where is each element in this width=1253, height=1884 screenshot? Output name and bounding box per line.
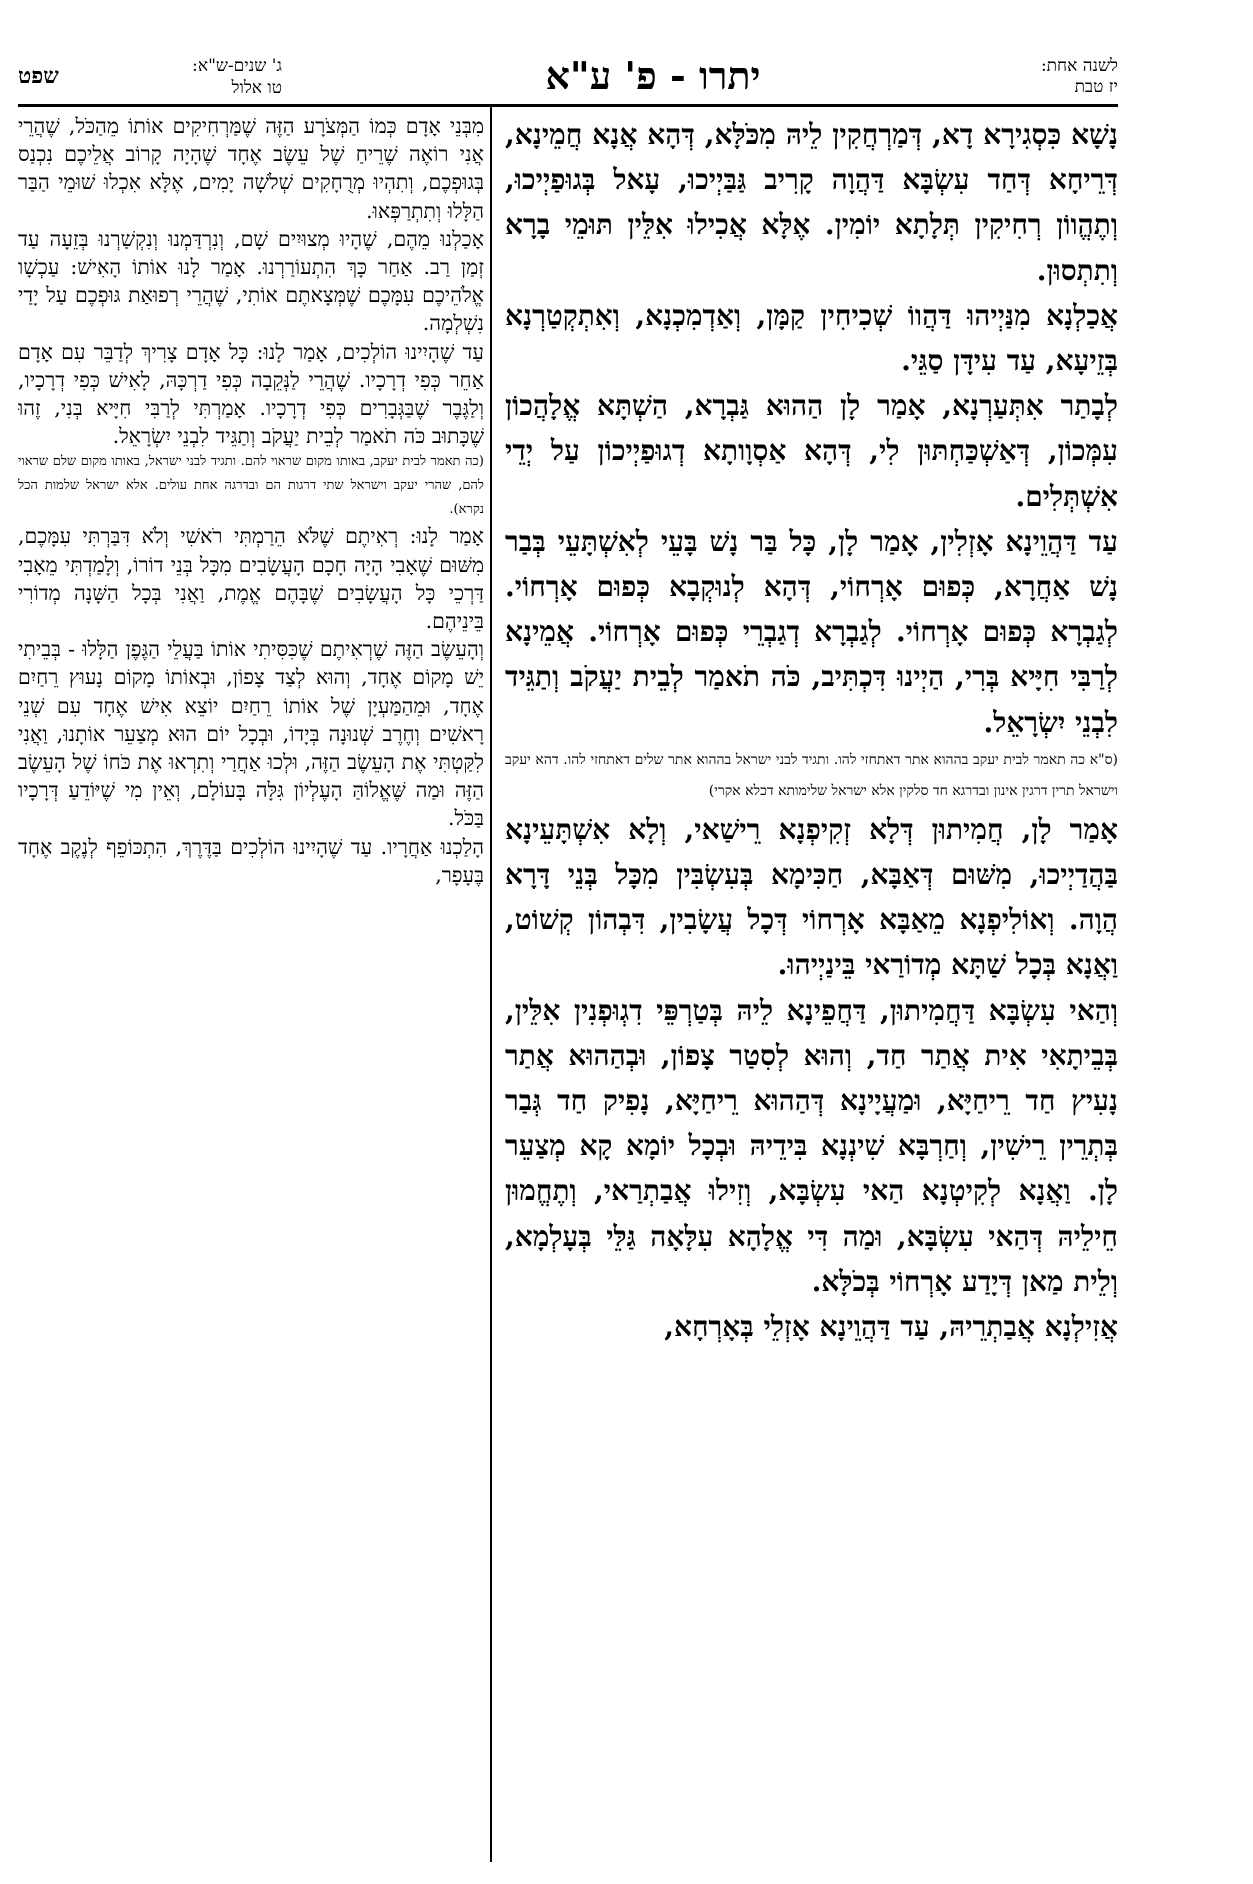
translation-column (18, 112, 484, 1862)
header-right-line2: יז טבת (1074, 77, 1118, 97)
main-paragraph-1: נָשָׁא כִּסְגִירָא דָא, דְּמַרְחֲקִין לֵיהּ מִכֹּלָּא, דְּהָא אֲנָא חֲמֵינָא, דְּרֵיחָא דְּחַד עִשְׂבָּא דַּהֲוָה קָרִיב גַּבַּיְיכוּ, עָאל בְּגוּפַיְיכוּ, וְתֶהֱווֹן רְחִיקִין תְּלָתָא יוֹמִין. אֶלָּא אֲכִילוּ אִלֵּין תּוּמֵי בָרָא וְתִתְסוּן. (505, 118, 1118, 287)
main-variant-note: (ס"א כה תאמר לבית יעקב בההוא אתר דאתחזי להו. ותגיד לבני ישראל בההוא אתר שלים דאתחזי להו. דהא יעקב וישראל תרין דרגין אינון ובדרגא חד סלקין אלא ישראל שלימותא דכלא אקרי) (505, 751, 1118, 799)
side-variant-note: (כה תאמר לבית יעקב, באותו מקום שראוי להם. ותגיד לבני ישראל, באותו מקום שלם שראוי להם, שהרי יעקב וישראל שתי דרגות הם ובדרגה אחת עולים. אלא ישראל שלמות הכל נקרא). (18, 454, 484, 518)
side-paragraph-6: הָלַכְנוּ אַחֲרָיו. עַד שֶׁהָיִינוּ הוֹלְכִים בַּדֶּרֶךְ, הִתְכּוֹפֵף לְנֶקֶב אֶחָד בֶּעָפָר, (18, 834, 484, 887)
header-left-line1: ג' שנים-ש"א: (192, 56, 282, 76)
side-paragraph-5: וְהָעֵשֶׂב הַזֶּה שֶׁרְאִיתֶם שֶׁכִּסִּיתִי אוֹתוֹ בַּעֲלֵי הַגֶּפֶן הַלָּלוּ - בְּבֵיתִי יֵשׁ מָקוֹם אֶחָד, וְהוּא לְצַד צָפוֹן, וּבְאוֹתוֹ מָקוֹם נָעוּץ רֵחַיִם אֶחָד, וּמֵהַמַּעְיָן שֶׁל אוֹתוֹ רֵחַיִם יוֹצֵא אִישׁ אֶחָד עִם שְׁנֵי רָאשִׁים וְחֶרֶב שְׁנוּנָה בְּיָדוֹ, וּבְכָל יוֹם הוּא מְצַעֵר אוֹתָנוּ, וַאֲנִי לִקַּטְתִּי אֶת הָעֵשֶׂב הַזֶּה, וּלְכוּ אַחֲרַי וְתִרְאוּ אֶת כֹּחוֹ שֶׁל הָעֵשֶׂב הַזֶּה וּמַה שֶּׁאֱלוֹהַּ הָעֶלְיוֹן גִּלָּה בָּעוֹלָם, וְאֵין מִי שֶׁיּוֹדֵעַ דְּרָכָיו בַּכֹּל. (18, 637, 484, 831)
main-text-column (505, 112, 1118, 1862)
column-divider (490, 106, 492, 1862)
side-paragraph-4: אָמַר לָנוּ: רְאִיתֶם שֶׁלֹּא הֵרַמְתִּי רֹאשִׁי וְלֹא דִּבַּרְתִּי עִמָּכֶם, מִשּׁוּם שֶׁאָבִי הָיָה חָכָם הָעֲשָׂבִים מִכָּל בְּנֵי דוֹרוֹ, וְלָמַדְתִּי מֵאָבִי דַּרְכֵי כָּל הָעֲשָׂבִים שֶׁבָּהֶם אֱמֶת, וַאֲנִי בְּכָל הַשָּׁנָה מְדוֹרִי בֵּינֵיהֶם. (18, 524, 484, 634)
header-left-line2: טו אלול (231, 78, 282, 98)
header-right-line1: לשנה אחת: (1040, 56, 1118, 76)
side-paragraph-1: מִבְּנֵי אָדָם כְּמוֹ הַמְּצֹרָע הַזֶּה שֶׁמַּרְחִיקִים אוֹתוֹ מֵהַכֹּל, שֶׁהֲרֵי אֲנִי רוֹאֶה שֶׁרֵיחַ שֶׁל עֵשֶׂב אֶחָד שֶׁהָיָה קָרוֹב אֲלֵיכֶם נִכְנַס בְּגוּפְכֶם, וְתִהְיוּ מְרֻחָקִים שְׁלֹשָׁה יָמִים, אֶלָּא אִכְלוּ שׁוּמֵי הַבַּר הַלָּלוּ וְתִתְרַפְּאוּ. (18, 114, 484, 223)
header-divider (18, 104, 1118, 107)
main-paragraph-3: לְבָתַר אִתְּעַרְנָא, אָמַר לָן הַהוּא גַּבְרָא, הַשְׁתָּא אֱלָהֲכוֹן עִמְּכוֹן, דְּאַשְׁכַּחְתּוּן לִי, דְּהָא אַסְוָותָא דְגוּפַיְיכוֹן עַל יְדֵי אִשְׁתְּלִים. (505, 389, 1118, 513)
side-paragraph-3: עַד שֶׁהָיִינוּ הוֹלְכִים, אָמַר לָנוּ: כָּל אָדָם צָרִיךְ לְדַבֵּר עִם אָדָם אַחֵר כְּפִי דְרָכָיו. שֶׁהֲרֵי לַנְּקֵבָה כְּפִי דַרְכָּהּ, לָאִישׁ כְּפִי דְרָכָיו, וְלַגֶּבֶר שֶׁבַּגְּבָרִים כְּפִי דְרָכָיו. אָמַרְתִּי לְרַבִּי חִיָּיא בְּנִי, זֶהוּ שֶׁכָּתוּב כֹּה תֹאמַר לְבֵית יַעֲקֹב וְתַגֵּיד לִבְנֵי יִשְׂרָאֵל. (18, 339, 484, 449)
main-paragraph-5: אָמַר לָן, חֲמִיתוּן דְּלָא זְקִיפְנָא רֵישַׁאי, וְלָא אִשְׁתָּעֵינָא בַּהֲדַיְיכוּ, מִשּׁוּם דְּאַבָּא, חַכִּימָא בְּעִשְׂבִּין מִכָּל בְּנֵי דָּרָא הֲוָה. וְאוֹלִיפְנָא מֵאַבָּא אָרְחוֹי דְּכָל עֲשָׂבִין, דִּבְהוֹן קְשׁוֹט, וַאֲנָא בְּכָל שַׁתָּא מְדוֹרַאי בֵּינַיְיהוּ. (505, 812, 1118, 982)
main-paragraph-2: אֲכַלְנָא מִנַּיְיהוּ דַּהֲווֹ שְׁכִיחִין קַמָּן, וְאַדְמִכְנָא, וְאִתְקְטַרְנָא בְּזֵיעָא, עַד עִידָּן סַגֵּי. (505, 298, 1118, 378)
main-paragraph-6: וְהַאי עִשְׂבָּא דַּחֲמִיתוּן, דַּחֲפֵינָא לֵיהּ בְּטַרְפֵּי דִגְוּפְנִין אִלֵּין, בְּבֵיתָאִי אִית אֲתַר חַד, וְהוּא לְסִטַר צָפוֹן, וּבְהַהוּא אֲתַר נָעִיץ חַד רֵיחַיָּא, וּמַעֲיָינָא דְּהַהוּא רֵיחַיָּא, נָפִיק חַד גְּבַר בְּתְרֵין רֵישִׁין, וְחַרְבָּא שִׁינְנָא בִּידֵיהּ וּבְכָל יוֹמָא קָא מְצַעֵר לָן. וַאֲנָא לְקִיטְנָא הַאי עִשְׂבָּא, וְזִילוּ אֲבַתְרַאי, וְתֶחֱמוּן חֵילֵיהּ דְּהַאי עִשְׂבָּא, וּמַה דִּי אֱלָהָא עִלָּאָה גַּלֵּי בְּעָלְמָא, וְלֵית מַאן דְּיָדַע אָרְחוֹי בְּכֹלָּא. (505, 993, 1118, 1298)
page-header (18, 54, 1118, 120)
main-paragraph-4: עַד דַּהֲוֵינָא אָזְלִין, אָמַר לָן, כָּל בַּר נָשׁ בָּעֵי לְאִשְׁתָּעֵי בְּבַר נָשׁ אַחֲרָא, כְּפוּם אָרְחוֹי, דְּהָא לְנוּקְבָא כְּפוּם אָרְחוֹי. לְגַבְרָא כְּפוּם אָרְחוֹי. לְגַבְרָא דְגַבְרֵי כְּפוּם אָרְחוֹי. אֲמֵינָא לְרַבִּי חִיָּיא בְּרִי, הַיְינוּ דִּכְתִּיב, כֹּה תֹאמַר לְבֵית יַעֲקֹב וְתַגֵּיד לִבְנֵי יִשְׂרָאֵל. (505, 524, 1118, 739)
side-paragraph-2: אָכַלְנוּ מֵהֶם, שֶׁהָיוּ מְצוּיִים שָׁם, וְנִרְדַּמְנוּ וְנִקְשַׁרְנוּ בְּזֵעָה עַד זְמַן רַב. אַחַר כָּךְ הִתְעוֹרַרְנוּ. אָמַר לָנוּ אוֹתוֹ הָאִישׁ: עַכְשָׁו אֱלֹהֵיכֶם עִמָּכֶם שֶׁמְּצָאתֶם אוֹתִי, שֶׁהֲרֵי רְפוּאַת גּוּפְכֶם עַל יָדַי נִשְׁלְמָה. (18, 226, 484, 336)
page-title: יתרו - פ' ע"א (545, 53, 761, 98)
header-right (968, 56, 1118, 98)
daf-label: שפט (18, 63, 59, 89)
main-paragraph-7: אֲזִילְנָא אֲבַתְרֵיהּ, עַד דַּהֲוֵינָא אָזְלֵי בְּאָרְחָא, (664, 1310, 1118, 1344)
